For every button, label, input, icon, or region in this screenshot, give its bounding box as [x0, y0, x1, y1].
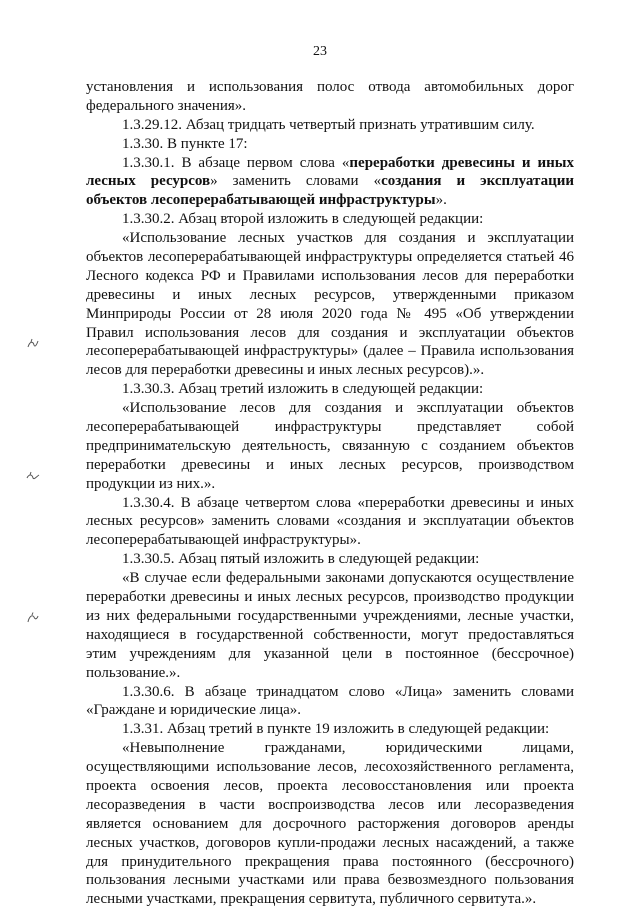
- text-segment: ».: [435, 192, 447, 209]
- text-line: лесных участков, договоров купли-продажи лесных насаждений, а также: [86, 834, 574, 851]
- text-line: установления и использования полос отвода автомобильных дорог: [86, 79, 574, 95]
- bold-text-segment: создания и эксплуатации: [381, 173, 574, 190]
- text-line: этим учреждениям для указанной цели в постоянное (бессрочное): [86, 645, 574, 662]
- margin-handwritten-mark: [26, 612, 40, 624]
- text-segment: » заменить словами «: [210, 173, 382, 190]
- text-line: является основанием для досрочного расторжения договоров аренды: [86, 815, 574, 832]
- text-line: 1.3.30.4. В абзаце четвертом слова «переработки древесины и иных: [122, 494, 574, 511]
- text-line: Минприроды России от 28 июля 2020 года № 495 «Об утверждении: [86, 305, 574, 322]
- text-line: 1.3.30.6. В абзаце тринадцатом слово «Лица» заменить словами: [122, 683, 574, 700]
- text-line: «Граждане и юридические лица».: [86, 702, 302, 719]
- text-line: [86, 172, 574, 191]
- text-line: пользования лесными участками или права безвозмездного пользования: [86, 872, 574, 889]
- bold-text-segment: переработки древесины и иных: [349, 154, 574, 171]
- margin-handwritten-mark: [26, 470, 40, 482]
- bold-text-segment: объектов лесоперерабатывающей инфраструктуры: [86, 192, 436, 209]
- text-line: лесоперерабатывающей инфраструктуры представляет собой: [86, 419, 574, 436]
- text-line: 1.3.29.12. Абзац тридцать четвертый признать утратившим силу.: [122, 116, 535, 133]
- page-number: 23: [313, 44, 327, 59]
- bold-text-segment: лесных ресурсов: [86, 173, 211, 190]
- text-line: [86, 154, 574, 173]
- text-line: из них федеральными государственными учреждениями, лесные участки,: [86, 607, 574, 624]
- text-line: лесными участками, прекращения сервитута, публичного сервитута.».: [86, 891, 537, 908]
- text-line: федерального значения».: [86, 97, 247, 114]
- text-line: «В случае если федеральными законами допускаются осуществление: [122, 570, 574, 587]
- text-line: переработки древесины и иных лесных ресурсов, производством: [86, 456, 574, 473]
- text-line: «Невыполнение гражданами, юридическими лицами,: [122, 740, 574, 757]
- text-line: Правил использования лесов для создания и эксплуатации объектов: [86, 324, 574, 341]
- text-line: переработки древесины и иных лесных ресурсов, производство продукции: [86, 589, 574, 606]
- text-line: для принудительного прекращения права постоянного (бессрочного): [86, 853, 574, 870]
- text-line: 1.3.31. Абзац третий в пункте 19 изложить в следующей редакции:: [122, 721, 550, 738]
- text-line: Лесного кодекса РФ и Правилами использования лесов для переработки: [86, 267, 574, 284]
- text-line: пользование.».: [86, 664, 181, 681]
- text-line: продукции из них.».: [86, 475, 216, 492]
- text-line: лесов для переработки древесины и иных лесных ресурсов).».: [86, 362, 485, 379]
- text-line: лесных ресурсов» заменить словами «создания и эксплуатации объектов: [86, 513, 574, 530]
- text-line: 1.3.30.3. Абзац третий изложить в следующей редакции:: [122, 381, 484, 398]
- text-line: находящиеся в государственной собственности, могут предоставляться: [86, 626, 574, 643]
- text-line: лесоперерабатывающей инфраструктуры».: [86, 532, 361, 549]
- document-body: [86, 78, 574, 909]
- text-segment: 1.3.30.1. В абзаце первом слова «: [122, 154, 350, 171]
- text-line: 1.3.30.5. Абзац пятый изложить в следующей редакции:: [122, 551, 480, 568]
- text-line: объектов лесоперерабатывающей инфраструктуры определяется статьей 46: [86, 249, 574, 266]
- text-line: древесины и иных лесных ресурсов, утвержденными приказом: [86, 286, 574, 303]
- text-line: лесоперерабатывающей инфраструктуры» (далее – Правила использования: [86, 343, 574, 360]
- text-line: «Использование лесов для создания и эксплуатации объектов: [122, 400, 574, 417]
- text-line: [86, 191, 574, 210]
- text-line: «Использование лесных участков для создания и эксплуатации: [122, 230, 574, 247]
- text-line: 1.3.30. В пункте 17:: [122, 135, 248, 152]
- text-line: лесоразведения в части воспроизводства лесов или лесоразведения: [86, 796, 574, 813]
- text-line: предпринимательскую деятельность, связанную с созданием объектов: [86, 437, 574, 454]
- text-line: осуществляющими использование лесов, лесохозяйственного регламента,: [86, 759, 574, 776]
- text-line: проекта освоения лесов, проекта лесовосстановления или проекта: [86, 777, 574, 794]
- margin-handwritten-mark: [26, 338, 40, 350]
- text-line: 1.3.30.2. Абзац второй изложить в следующей редакции:: [122, 211, 484, 228]
